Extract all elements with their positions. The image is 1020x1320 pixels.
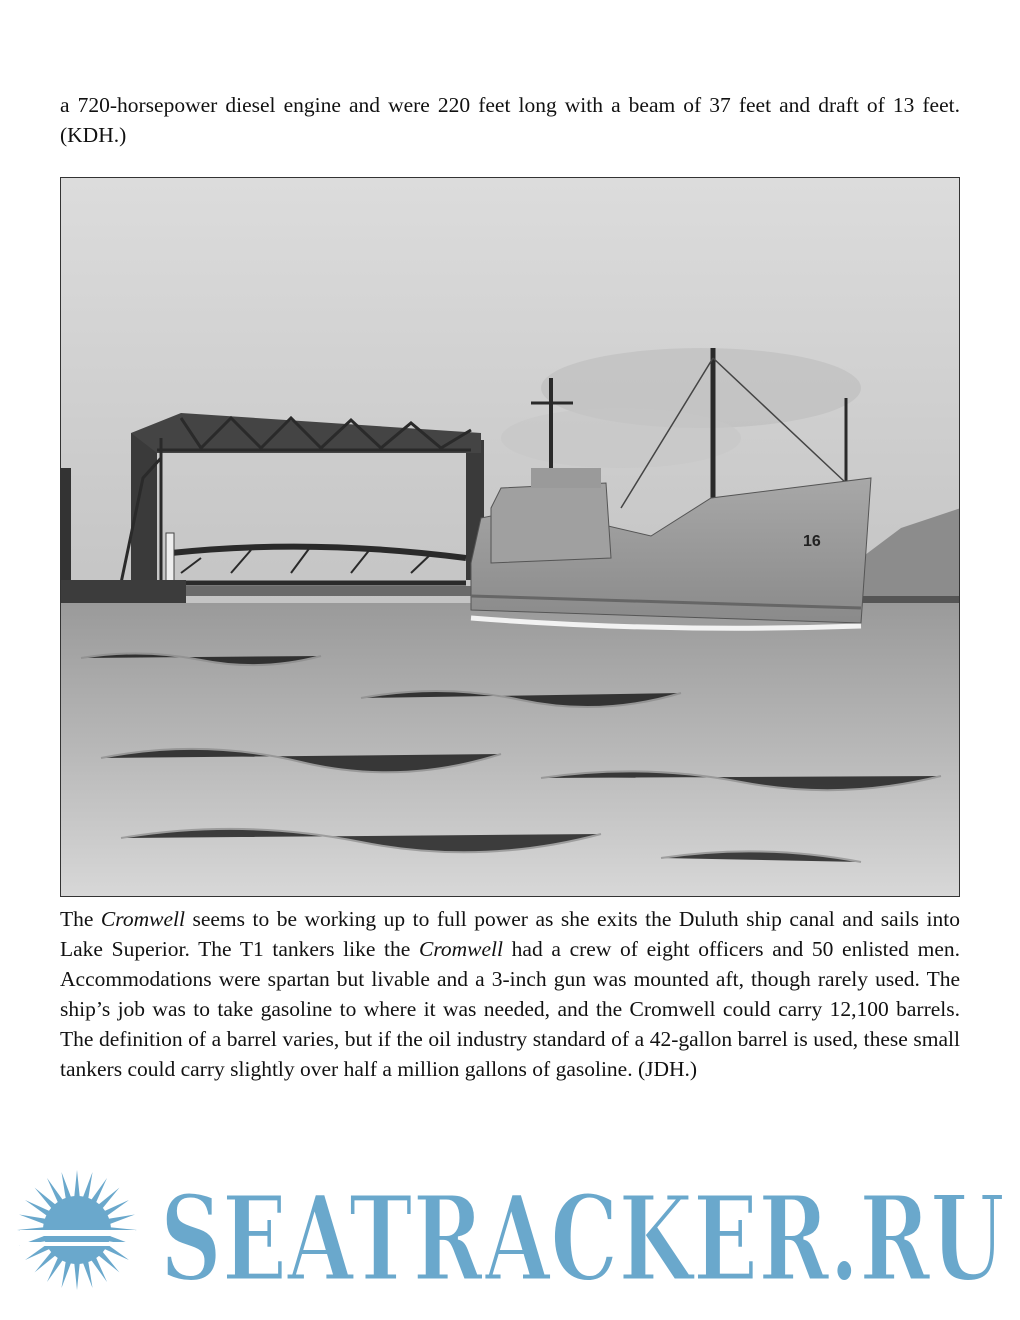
ship-photo bbox=[60, 177, 960, 897]
top-paragraph: a 720-horsepower diesel engine and were 220 feet long with a beam of 37 feet and draft of 13 feet. (KDH.) bbox=[60, 93, 960, 147]
photo-caption: The Cromwell seems to be working up to full power as she exits the Duluth ship canal and sails into Lake Superior. The T1 tankers like the Cromwell had a crew of eight officers and 50 enlisted men. Accommodations were spartan but livable and a 3-inch gun was mounted aft, though rarely used. The ship’s job was to take gasoline to where it was needed, and the Cromwell could carry 12,100 barrels. The definition of a barrel varies, but if the oil industry standard of a 42-gallon barrel is used, these small tankers could carry slightly over half a million gallons of gasoline. (JDH.) bbox=[60, 907, 960, 1081]
watermark bbox=[0, 1168, 1020, 1298]
sun-ray bbox=[19, 1214, 47, 1224]
sun-ray bbox=[107, 1214, 135, 1224]
sun-ray bbox=[61, 1260, 71, 1288]
watermark-text: SEATRACKER.RU bbox=[160, 1169, 1005, 1298]
sun-ray bbox=[74, 1262, 80, 1290]
ship-name: Cromwell bbox=[100, 907, 185, 931]
sun-ray bbox=[82, 1172, 92, 1200]
sun-ray bbox=[61, 1172, 71, 1200]
sun-ray bbox=[74, 1170, 80, 1198]
sunburst-logo bbox=[17, 1170, 137, 1290]
bow-marking: 16 bbox=[803, 533, 821, 550]
ship-name: Cromwell bbox=[418, 937, 504, 961]
sun-ray bbox=[82, 1260, 92, 1288]
